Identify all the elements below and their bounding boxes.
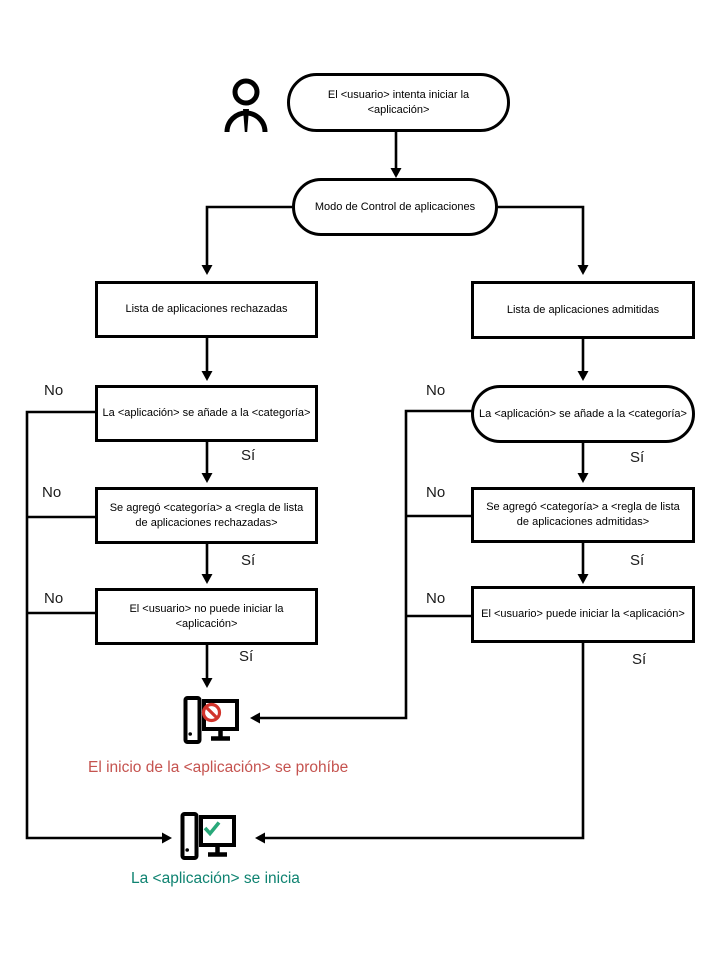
- started-caption: La <aplicación> se inicia: [131, 870, 300, 887]
- edge-label-yes: Sí: [630, 449, 645, 466]
- edge-label-yes: Sí: [241, 447, 256, 464]
- node-control-mode: [292, 178, 498, 236]
- edge-label-no: No: [426, 382, 446, 399]
- node-denylist-rule-label: Se agregó <categoría> a <regla de lista de aplicaciones rechazadas>: [109, 501, 304, 529]
- node-denylist-category: [95, 385, 318, 442]
- computer-started-icon: [179, 812, 237, 862]
- node-denylist: [95, 281, 318, 338]
- edge-label-yes: Sí: [239, 648, 254, 665]
- edge-label-no: No: [426, 484, 446, 501]
- node-denylist-category-label: La <aplicación> se añade a la <categoría>: [102, 407, 311, 420]
- blocked-caption: El inicio de la <aplicación> se prohíbe: [88, 759, 349, 776]
- node-start-label: El <usuario> intenta iniciar la <aplicación>: [327, 88, 470, 116]
- edge-label-yes: Sí: [630, 552, 645, 569]
- node-allowlist-category: [471, 385, 695, 443]
- node-control-mode-label: Modo de Control de aplicaciones: [314, 200, 476, 213]
- node-allowlist: [471, 281, 695, 339]
- computer-blocked-icon: [182, 696, 240, 746]
- edge-label-no: No: [44, 382, 64, 399]
- node-allowlist-outcome: [471, 586, 695, 643]
- node-denylist-outcome: [95, 588, 318, 645]
- edge-label-yes: Sí: [241, 552, 256, 569]
- node-allowlist-label: Lista de aplicaciones admitidas: [506, 303, 660, 316]
- node-denylist-outcome-label: El <usuario> no puede iniciar la <aplicación>: [129, 602, 284, 630]
- edge-label-no: No: [426, 590, 446, 607]
- node-allowlist-outcome-label: El <usuario> puede iniciar la <aplicación>: [481, 608, 685, 621]
- edge-label-no: No: [42, 484, 62, 501]
- node-allowlist-category-label: La <aplicación> se añade a la <categoría>: [479, 407, 687, 420]
- node-start: [287, 73, 510, 132]
- edge-label-no: No: [44, 590, 64, 607]
- node-denylist-rule: [95, 487, 318, 544]
- person-icon: [220, 70, 272, 136]
- edge-label-yes: Sí: [632, 651, 647, 668]
- node-allowlist-rule: [471, 487, 695, 543]
- node-allowlist-rule-label: Se agregó <categoría> a <regla de lista de aplicaciones admitidas>: [486, 501, 680, 528]
- node-denylist-label: Lista de aplicaciones rechazadas: [125, 303, 288, 316]
